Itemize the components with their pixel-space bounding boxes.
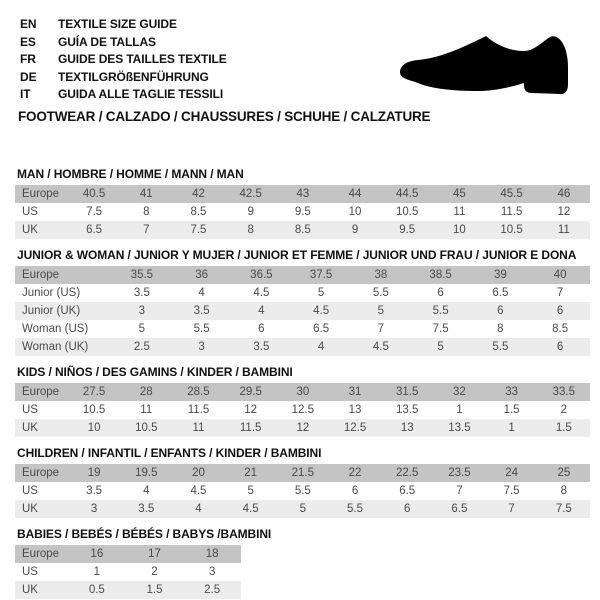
language-row [20, 69, 227, 87]
size-cell: 1 [486, 419, 538, 437]
language-title: TEXTILGRÖßENFÜHRUNG [58, 69, 209, 84]
size-cell: 6.5 [68, 221, 120, 239]
size-cell: 40.5 [68, 185, 120, 203]
size-section [15, 168, 590, 239]
language-title: TEXTILE SIZE GUIDE [58, 17, 177, 31]
size-cell: 3.5 [86, 485, 103, 497]
size-cell: 5 [138, 323, 146, 335]
size-cell: 10.5 [82, 404, 106, 416]
size-cell: 5.5 [372, 287, 389, 299]
size-cell: 41 [120, 185, 172, 203]
size-cell: 2.5 [183, 581, 241, 599]
size-row [15, 482, 590, 500]
size-row [15, 563, 241, 581]
size-cell: 10 [68, 419, 120, 437]
size-cell: 3.5 [232, 338, 292, 356]
size-cell: 3 [68, 500, 120, 518]
size-cell: 9 [329, 221, 381, 239]
size-cell: 6 [530, 302, 590, 320]
size-row [15, 338, 590, 356]
size-cell: 46 [538, 185, 590, 203]
size-cell: 45 [433, 185, 485, 203]
size-cell: 22.5 [381, 464, 433, 482]
size-cell: 3.5 [172, 302, 232, 320]
region-label: Woman (US) [22, 323, 89, 335]
size-row [15, 284, 590, 302]
size-cell: 8 [225, 221, 277, 239]
region-label: US [22, 485, 38, 497]
size-cell: 44 [329, 185, 381, 203]
size-cell: 4.5 [351, 338, 411, 356]
size-cell: 3.5 [133, 287, 150, 299]
size-cell: 9.5 [381, 221, 433, 239]
size-cell: 12 [557, 206, 571, 218]
size-cell: 5 [411, 338, 471, 356]
size-row [15, 581, 241, 599]
size-cell: 5 [247, 485, 254, 497]
size-cell: 6 [381, 500, 433, 518]
size-cell: 2.5 [112, 338, 172, 356]
size-cell: 5.5 [471, 338, 531, 356]
size-cell: 6 [530, 338, 590, 356]
language-row [20, 51, 227, 69]
size-row [15, 500, 590, 518]
size-cell: 7 [486, 500, 538, 518]
size-cell: 35.5 [112, 266, 172, 284]
region-label: Europe [15, 185, 68, 203]
size-cell: 1 [456, 404, 463, 416]
size-table [15, 185, 590, 239]
language-row [20, 86, 227, 104]
size-cell: 10.5 [120, 419, 172, 437]
size-cell: 5 [317, 287, 325, 299]
size-cell: 1 [93, 566, 101, 578]
region-label: Europe [15, 266, 112, 284]
size-cell: 4.5 [291, 302, 351, 320]
size-cell: 13 [381, 419, 433, 437]
size-table [15, 464, 590, 518]
size-cell: 3.5 [120, 500, 172, 518]
size-cell: 38 [351, 266, 411, 284]
size-cell: 45.5 [486, 185, 538, 203]
size-table [15, 545, 241, 599]
language-code: EN [20, 17, 37, 31]
size-row [15, 185, 590, 203]
size-cell: 13.5 [433, 419, 485, 437]
size-cell: 11 [453, 206, 466, 218]
size-cell: 5.5 [329, 500, 381, 518]
size-cell: 6 [471, 302, 531, 320]
size-cell: 40 [530, 266, 590, 284]
language-title: GUIDE DES TAILLES TEXTILE [58, 52, 227, 67]
size-cell: 42 [172, 185, 224, 203]
size-cell: 6.5 [492, 287, 509, 299]
size-cell: 7 [456, 485, 463, 497]
size-cell: 6 [351, 485, 359, 497]
size-tables [15, 168, 590, 600]
size-row [15, 302, 590, 320]
size-cell: 5.5 [411, 302, 471, 320]
size-cell: 12 [244, 404, 258, 416]
size-cell: 7.5 [86, 206, 103, 218]
section-title: CHILDREN / INFANTIL / ENFANTS / KINDER / BAMBINI [17, 446, 322, 460]
region-label: Europe [15, 464, 68, 482]
size-cell: 1.5 [503, 404, 520, 416]
language-code: IT [20, 87, 31, 102]
size-cell: 7.5 [538, 500, 590, 518]
size-cell: 9.5 [294, 206, 311, 218]
region-label: Woman (UK) [15, 338, 112, 356]
size-section [15, 249, 590, 356]
language-row [20, 16, 227, 34]
size-section [15, 366, 590, 437]
size-cell: 12 [277, 419, 329, 437]
size-row [15, 203, 590, 221]
size-cell: 22 [329, 464, 381, 482]
size-cell: 16 [68, 545, 126, 563]
size-cell: 3 [112, 302, 172, 320]
size-cell: 5 [351, 302, 411, 320]
size-cell: 11.5 [500, 206, 523, 218]
size-cell: 17 [126, 545, 184, 563]
size-cell: 10.5 [486, 221, 538, 239]
size-cell: 4.5 [225, 500, 277, 518]
size-cell: 5.5 [193, 323, 210, 335]
size-cell: 19.5 [120, 464, 172, 482]
size-cell: 8.5 [190, 206, 207, 218]
size-cell: 37.5 [291, 266, 351, 284]
size-cell: 11 [538, 221, 590, 239]
size-cell: 7.5 [172, 221, 224, 239]
size-cell: 36.5 [232, 266, 292, 284]
language-code: ES [20, 34, 36, 49]
region-label: UK [15, 581, 68, 599]
size-cell: 21 [225, 464, 277, 482]
size-cell: 30 [277, 383, 329, 401]
size-cell: 7 [120, 221, 172, 239]
region-label: UK [15, 500, 68, 518]
size-cell: 8.5 [552, 323, 569, 335]
size-cell: 4.5 [190, 485, 207, 497]
size-cell: 31.5 [381, 383, 433, 401]
size-row [15, 419, 590, 437]
size-cell: 28.5 [172, 383, 224, 401]
size-cell: 13 [348, 404, 362, 416]
size-cell: 7.5 [503, 485, 520, 497]
size-cell: 36 [172, 266, 232, 284]
section-title: MAN / HOMBRE / HOMME / MANN / MAN [17, 167, 244, 181]
size-cell: 11.5 [225, 419, 277, 437]
size-cell: 31 [329, 383, 381, 401]
size-cell: 5 [277, 500, 329, 518]
size-cell: 5.5 [294, 485, 311, 497]
shoe-icon [398, 20, 578, 100]
size-cell: 9 [247, 206, 254, 218]
section-title: BABIES / BEBÉS / BÉBÉS / BABYS /BAMBINI [17, 527, 272, 541]
size-cell: 24 [486, 464, 538, 482]
region-label: UK [15, 221, 68, 239]
size-cell: 13.5 [396, 404, 419, 416]
size-cell: 10.5 [396, 206, 419, 218]
size-cell: 32 [433, 383, 485, 401]
size-cell: 4 [172, 500, 224, 518]
size-cell: 2 [151, 566, 158, 578]
size-cell: 25 [538, 464, 590, 482]
size-cell: 4 [198, 287, 205, 299]
size-cell: 11 [140, 404, 153, 416]
region-label: US [22, 566, 38, 578]
size-cell: 6.5 [399, 485, 416, 497]
size-row [15, 401, 590, 419]
size-cell: 1.5 [538, 419, 590, 437]
size-cell: 29.5 [225, 383, 277, 401]
size-cell: 6 [437, 287, 444, 299]
size-cell: 12.5 [291, 404, 315, 416]
size-cell: 6.5 [433, 500, 485, 518]
section-title: KIDS / NIÑOS / DES GAMINS / KINDER / BAMBINI [17, 365, 293, 379]
size-cell: 7 [377, 323, 385, 335]
size-row [15, 383, 590, 401]
size-cell: 4 [291, 338, 351, 356]
language-title: GUIDA ALLE TAGLIE TESSILI [58, 87, 224, 102]
size-cell: 44.5 [381, 185, 433, 203]
language-code: DE [20, 69, 37, 84]
size-section [15, 528, 590, 599]
size-row [15, 266, 590, 284]
size-cell: 0.5 [68, 581, 126, 599]
region-label: Europe [15, 545, 68, 563]
size-row [15, 464, 590, 482]
size-cell: 8.5 [277, 221, 329, 239]
size-cell: 3 [172, 338, 232, 356]
size-cell: 11 [172, 419, 224, 437]
size-cell: 11.5 [187, 404, 210, 416]
size-cell: 38.5 [411, 266, 471, 284]
size-cell: 42.5 [225, 185, 277, 203]
size-cell: 21.5 [277, 464, 329, 482]
language-code: FR [20, 52, 36, 67]
size-cell: 6 [258, 323, 265, 335]
size-cell: 2 [560, 404, 568, 416]
language-title: GUÍA DE TALLAS [58, 34, 156, 49]
size-cell: 19 [68, 464, 120, 482]
size-cell: 33.5 [538, 383, 590, 401]
language-row [20, 34, 227, 52]
language-title-list [20, 16, 227, 104]
size-cell: 1.5 [126, 581, 184, 599]
size-cell: 8 [143, 206, 150, 218]
size-cell: 28 [120, 383, 172, 401]
size-cell: 20 [172, 464, 224, 482]
size-cell: 7.5 [432, 323, 449, 335]
size-cell: 12.5 [329, 419, 381, 437]
region-label: Europe [15, 383, 68, 401]
size-cell: 43 [277, 185, 329, 203]
size-cell: 8 [497, 323, 504, 335]
size-cell: 23.5 [433, 464, 485, 482]
category-title: FOOTWEAR / CALZADO / CHAUSSURES / SCHUHE / CALZATURE [18, 109, 431, 124]
size-cell: 7 [556, 287, 564, 299]
size-row [15, 545, 241, 563]
region-label: US [22, 404, 38, 416]
size-row [15, 221, 590, 239]
size-cell: 4 [232, 302, 292, 320]
size-cell: 8 [560, 485, 568, 497]
size-table [15, 266, 590, 356]
size-cell: 10 [433, 221, 485, 239]
size-cell: 6.5 [313, 323, 330, 335]
size-cell: 18 [183, 545, 241, 563]
size-cell: 39 [471, 266, 531, 284]
size-cell: 3 [208, 566, 216, 578]
region-label: Junior (UK) [15, 302, 112, 320]
size-section [15, 447, 590, 518]
size-cell: 4 [143, 485, 150, 497]
region-label: Junior (US) [22, 287, 81, 299]
region-label: US [22, 206, 38, 218]
size-cell: 33 [486, 383, 538, 401]
size-cell: 10 [348, 206, 362, 218]
size-cell: 4.5 [253, 287, 270, 299]
size-row [15, 320, 590, 338]
size-cell: 27.5 [68, 383, 120, 401]
section-title: JUNIOR & WOMAN / JUNIOR Y MUJER / JUNIOR ET FEMME / JUNIOR UND FRAU / JUNIOR E DONA [17, 248, 577, 262]
size-table [15, 383, 590, 437]
region-label: UK [15, 419, 68, 437]
